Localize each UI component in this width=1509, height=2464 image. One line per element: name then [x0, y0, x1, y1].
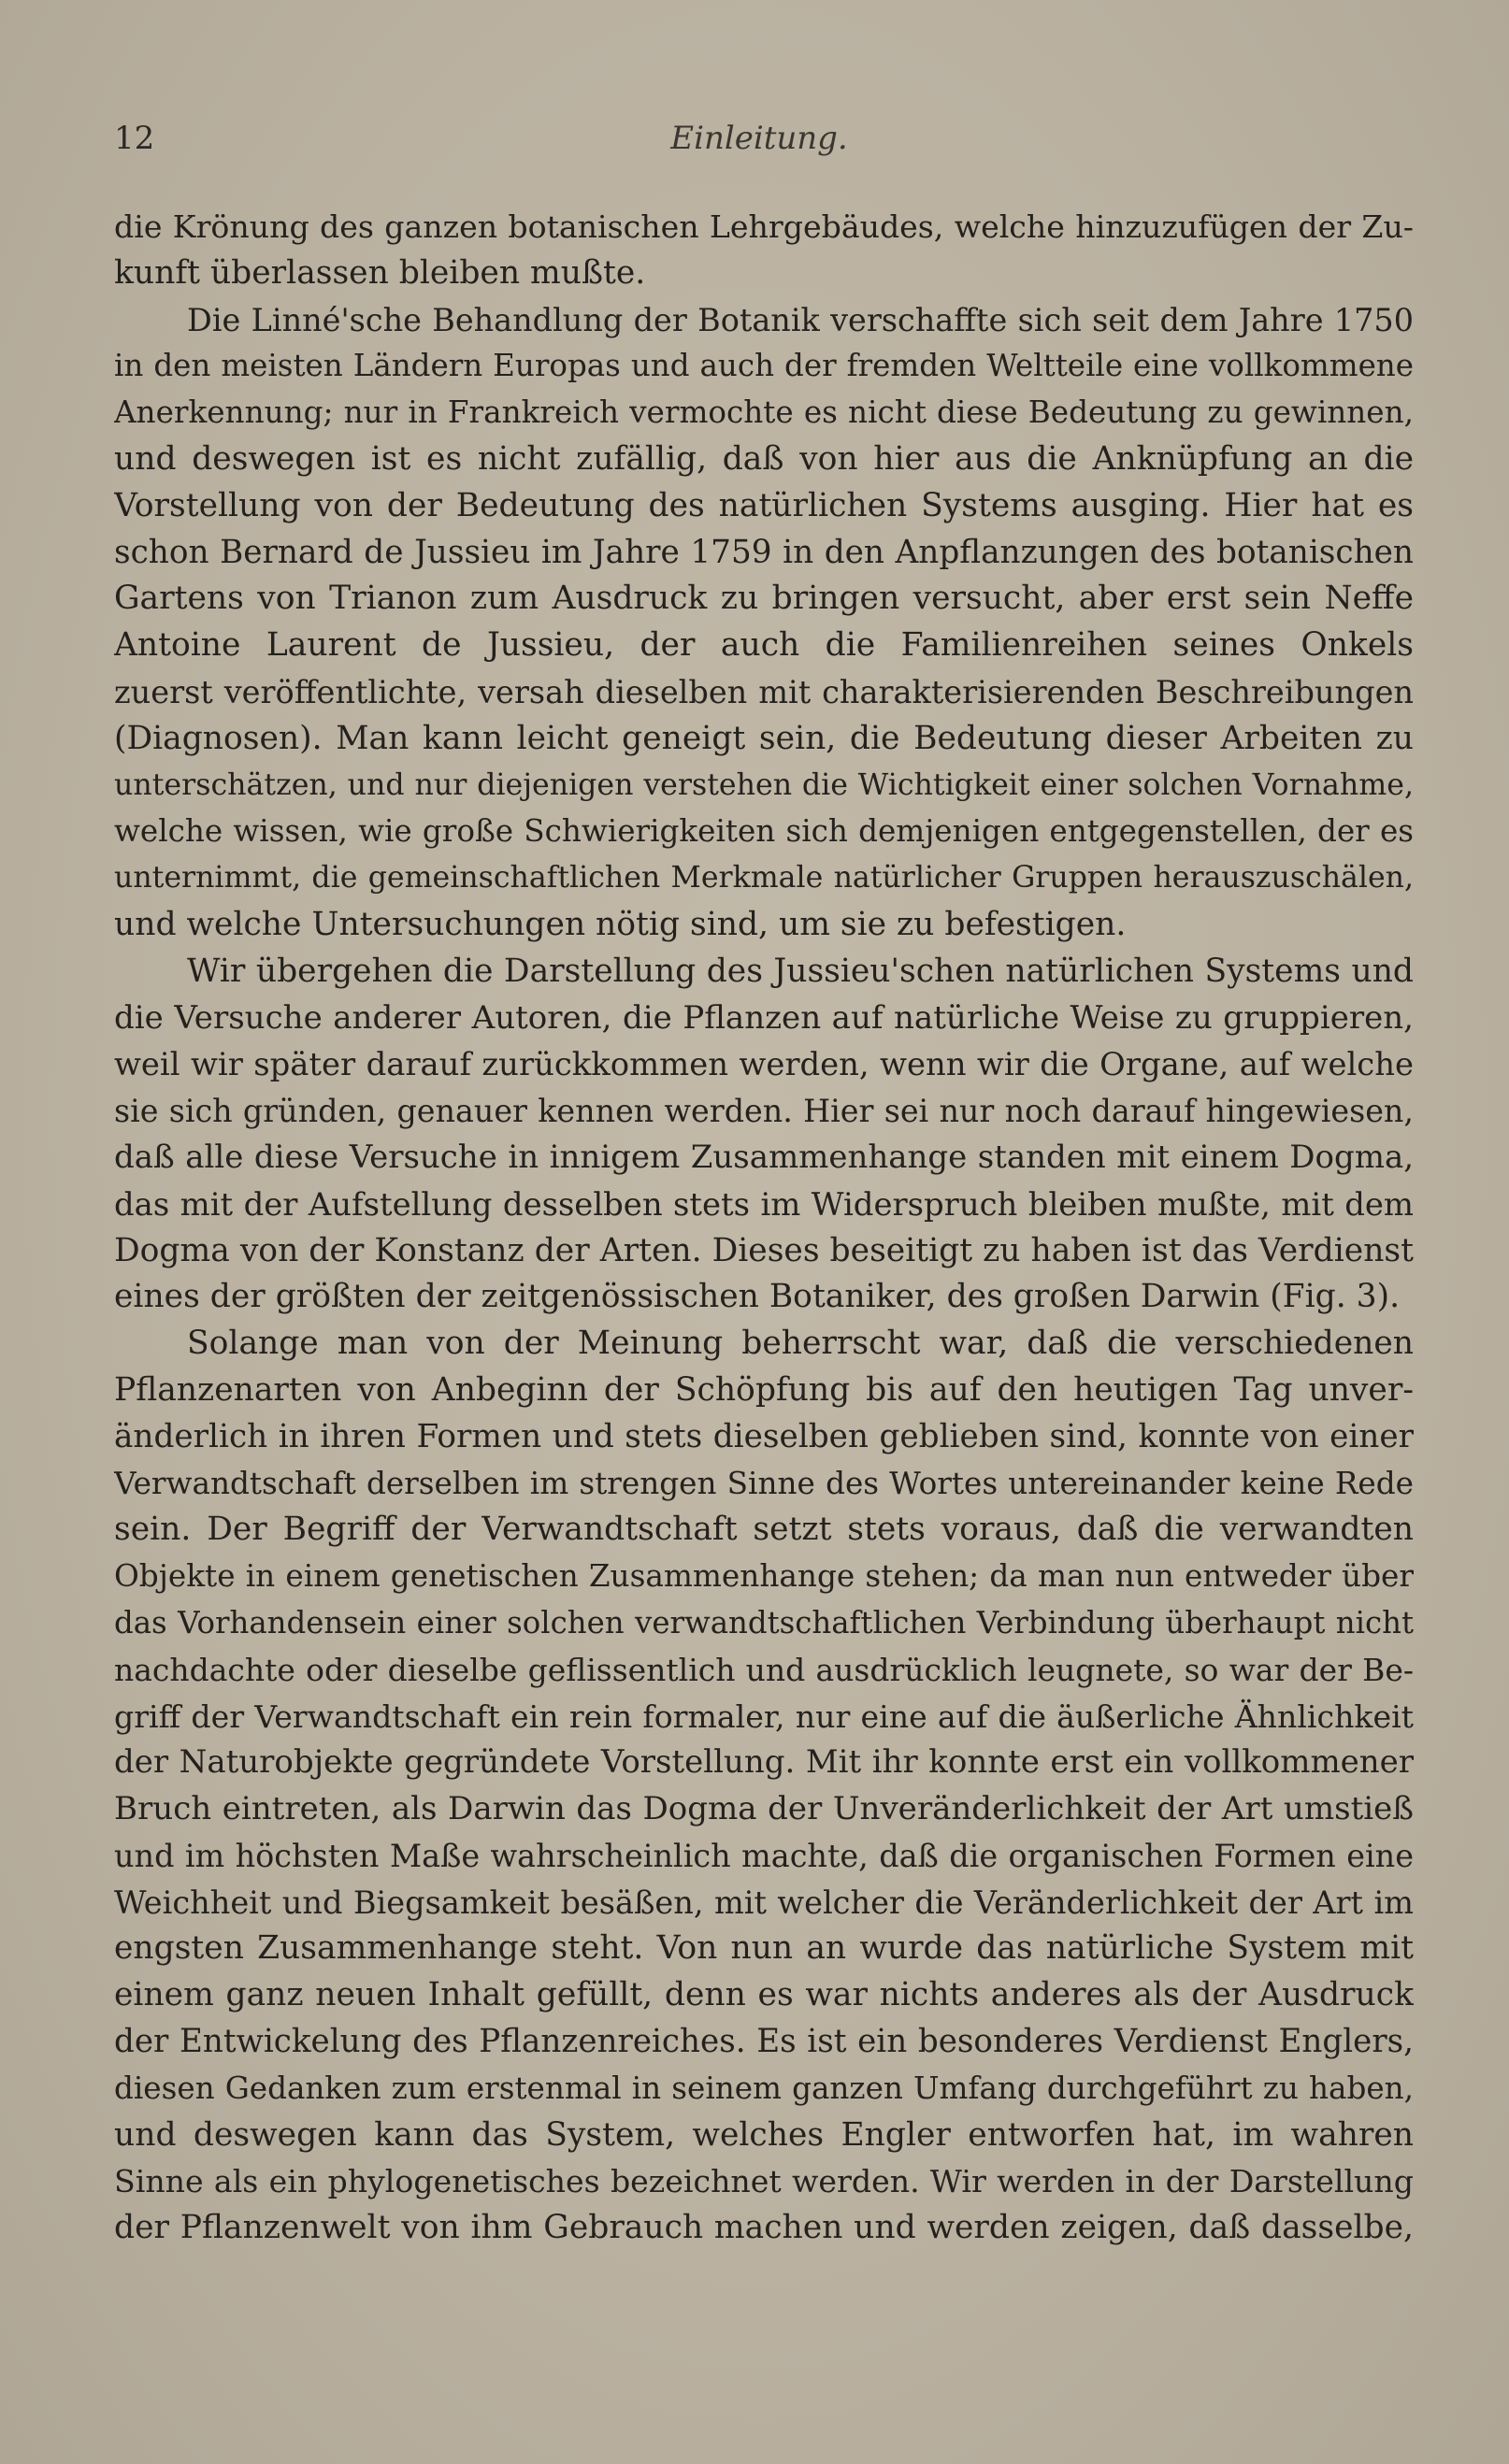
text-line: Objekte in einem genetischen Zusammenhange stehen; da man nun entweder über [114, 1558, 1414, 1595]
running-head: Einleitung. [670, 120, 848, 157]
text-line: griff der Verwandtschaft ein rein formaler, nur eine auf die äußerliche Ähnlichkeit [114, 1698, 1414, 1735]
text-line: und welche Untersuchungen nötig sind, um sie zu befestigen. [114, 905, 1127, 943]
body-text [114, 204, 1414, 2252]
page-number: 12 [114, 120, 155, 157]
text-line: eines der größten der zeitgenössischen Botaniker, des großen Darwin (Fig. 3). [114, 1278, 1401, 1316]
text-line: weil wir später darauf zurückkommen werden, wenn wir die Organe, auf welche [114, 1046, 1414, 1083]
text-line: Pflanzenarten von Anbeginn der Schöpfung bis auf den heutigen Tag unver- [114, 1370, 1414, 1409]
text-line: in den meisten Ländern Europas und auch der fremden Weltteile eine vollkommene [114, 348, 1414, 384]
text-line: unterschätzen, und nur diejenigen verstehen die Wichtigkeit einer solchen Vornahme, [114, 767, 1414, 802]
text-line: Bruch eintreten, als Darwin das Dogma der Unveränderlichkeit der Art umstieß [114, 1790, 1414, 1828]
text-line: Wir übergehen die Darstellung des Jussieu'schen natürlichen Systems und [187, 952, 1414, 990]
text-line: das Vorhandensein einer solchen verwandtschaftlichen Verbindung überhaupt nicht [114, 1604, 1414, 1640]
text-line: Die Linné'sche Behandlung der Botanik verschaffte sich seit dem Jahre 1750 [187, 301, 1414, 338]
text-line: engsten Zusammenhange steht. Von nun an wurde das natürliche System mit [114, 1929, 1414, 1968]
text-line: zuerst veröffentlichte, versah dieselben mit charakterisierenden Beschreibungen [114, 673, 1414, 710]
text-line: Vorstellung von der Bedeutung des natürlichen Systems ausging. Hier hat es [114, 486, 1414, 524]
text-line: der Entwickelung des Pflanzenreiches. Es ist ein besonderes Verdienst Englers, [114, 2023, 1414, 2061]
text-line: änderlich in ihren Formen und stets dieselben geblieben sind, konnte von einer [114, 1417, 1414, 1455]
text-line: unternimmt, die gemeinschaftlichen Merkmale natürlicher Gruppen herauszuschälen, [114, 861, 1414, 895]
text-line: schon Bernard de Jussieu im Jahre 1759 in den Anpflanzungen des botanischen [114, 533, 1414, 571]
text-line: sein. Der Begriff der Verwandtschaft setzt stets voraus, daß die verwandten [114, 1511, 1414, 1549]
text-line: die Versuche anderer Autoren, die Pflanzen auf natürliche Weise zu gruppieren, [114, 998, 1414, 1037]
text-line: nachdachte oder dieselbe geflissentlich und ausdrücklich leugnete, so war der Be- [114, 1651, 1414, 1688]
text-line: sie sich gründen, genauer kennen werden. Hier sei nur noch darauf hingewiesen, [114, 1093, 1414, 1130]
page-header [114, 120, 1404, 165]
text-line: das mit der Aufstellung desselben stets im Widerspruch bleiben mußte, mit dem [114, 1185, 1414, 1223]
text-line: Anerkennung; nur in Frankreich vermochte es nicht diese Bedeutung zu gewinnen, [114, 394, 1414, 431]
text-line: Gartens von Trianon zum Ausdruck zu bringen versucht, aber erst sein Neffe [114, 580, 1414, 618]
text-line: die Krönung des ganzen botanischen Lehrgebäudes, welche hinzuzufügen der Zu- [114, 208, 1414, 245]
text-line: Antoine Laurent de Jussieu, der auch die Familienreihen seines Onkels [114, 626, 1414, 665]
text-line: der Naturobjekte gegründete Vorstellung. Mit ihr konnte erst ein vollkommener [114, 1743, 1414, 1782]
text-line: welche wissen, wie große Schwierigkeiten sich demjenigen entgegenstellen, der es [114, 813, 1414, 850]
text-line: einem ganz neuen Inhalt gefüllt, denn es war nichts anderes als der Ausdruck [114, 1976, 1414, 2014]
text-line: daß alle diese Versuche in innigem Zusammenhange standen mit einem Dogma, [114, 1138, 1414, 1176]
text-line: und im höchsten Maße wahrscheinlich machte, daß die organischen Formen eine [114, 1837, 1414, 1874]
text-line: und deswegen ist es nicht zufällig, daß von hier aus die Anknüpfung an die [114, 439, 1414, 478]
text-line: Sinne als ein phylogenetisches bezeichnet werden. Wir werden in der Darstellung [114, 2163, 1414, 2200]
text-line: und deswegen kann das System, welches Engler entworfen hat, im wahren [114, 2115, 1414, 2154]
text-line: Solange man von der Meinung beherrscht war, daß die verschiedenen [187, 1325, 1414, 1363]
text-line: diesen Gedanken zum erstenmal in seinem ganzen Umfang durchgeführt zu haben, [114, 2070, 1414, 2106]
text-line: Dogma von der Konstanz der Arten. Dieses beseitigt zu haben ist das Verdienst [114, 1231, 1414, 1269]
text-line: der Pflanzenwelt von ihm Gebrauch machen und werden zeigen, daß dasselbe, [114, 2209, 1414, 2247]
text-line: Weichheit und Biegsamkeit besäßen, mit welcher die Veränderlichkeit der Art im [114, 1884, 1414, 1921]
text-line: Verwandtschaft derselben im strengen Sinne des Wortes untereinander keine Rede [114, 1465, 1414, 1501]
text-line: (Diagnosen). Man kann leicht geneigt sein, die Bedeutung dieser Arbeiten zu [114, 719, 1414, 757]
text-line: kunft überlassen bleiben mußte. [114, 253, 646, 292]
